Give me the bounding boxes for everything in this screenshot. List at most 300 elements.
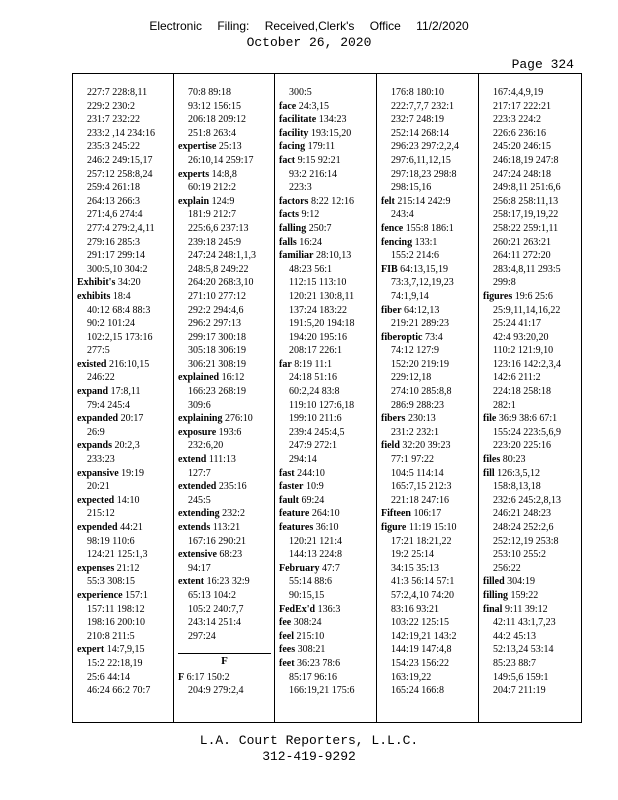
index-term: faster — [279, 481, 304, 493]
index-entry — [77, 290, 173, 304]
index-term: experience — [77, 589, 123, 601]
index-entry — [279, 494, 377, 508]
index-references — [77, 453, 173, 467]
index-references — [483, 494, 582, 508]
index-references — [77, 507, 173, 521]
page-line-refs: 271:10 277:12 — [188, 290, 247, 302]
index-column-2 — [173, 74, 275, 722]
index-term: fault — [279, 494, 299, 506]
page-line-refs: 246:2 249:15,17 — [87, 154, 153, 166]
page-line-refs: 158:8,13,18 — [493, 481, 541, 493]
page-line-refs: 34:20 — [117, 277, 141, 289]
page-line-refs: 297:18,23 298:8 — [391, 168, 457, 180]
page-line-refs: 252:12,19 253:8 — [493, 535, 559, 547]
page-line-refs: 124:21 125:1,3 — [87, 549, 148, 561]
page-line-refs: 297:6,11,12,15 — [391, 154, 451, 166]
index-term: facilitate — [279, 114, 317, 126]
page-line-refs: 208:17 226:1 — [289, 345, 343, 357]
index-term: fencing — [381, 236, 413, 248]
index-references — [381, 127, 479, 141]
page-line-refs: 299:8 — [493, 277, 516, 289]
index-references — [381, 630, 479, 644]
index-references — [483, 439, 582, 453]
index-term: FedEx'd — [279, 603, 316, 615]
index-references — [279, 290, 377, 304]
page-line-refs: 235:3 245:22 — [87, 141, 141, 153]
index-references — [279, 548, 377, 562]
index-references — [381, 494, 479, 508]
index-references — [77, 236, 173, 250]
index-references — [178, 86, 275, 100]
index-term: explained — [178, 372, 220, 384]
index-references — [483, 100, 582, 114]
index-entry — [279, 507, 377, 521]
index-references — [178, 331, 275, 345]
index-references — [381, 317, 479, 331]
index-references — [381, 208, 479, 222]
index-references — [178, 127, 275, 141]
page-line-refs: 223:3 224:2 — [493, 114, 542, 126]
index-references — [178, 263, 275, 277]
index-entry — [279, 521, 377, 535]
index-references — [381, 657, 479, 671]
index-references — [483, 548, 582, 562]
index-term: feel — [279, 630, 294, 642]
index-term: extends — [178, 522, 211, 533]
page-line-refs: 9:15 92:21 — [297, 154, 341, 166]
page-line-refs: 249:8,11 251:6,6 — [493, 182, 561, 194]
index-term: facts — [279, 209, 299, 221]
index-references — [381, 603, 479, 617]
page-line-refs: 20:17 — [120, 413, 144, 425]
page-line-refs: 19:6 25:6 — [514, 290, 553, 302]
page-line-refs: 193:15,20 — [310, 127, 352, 139]
index-entry — [77, 494, 173, 508]
index-references — [381, 181, 479, 195]
index-references — [77, 263, 173, 277]
page-line-refs: 154:23 156:22 — [391, 657, 450, 669]
index-entry — [279, 603, 377, 617]
index-entry — [178, 480, 275, 494]
index-entry — [279, 195, 377, 209]
page-line-refs: 243:14 251:4 — [188, 617, 242, 629]
page-line-refs: 17:21 18:21,22 — [391, 535, 452, 547]
page-line-refs: 25:13 — [218, 141, 242, 153]
page-line-refs: 85:23 88:7 — [493, 657, 537, 669]
index-references — [178, 385, 275, 399]
page-line-refs: 193:6 — [218, 426, 242, 438]
index-column-4 — [376, 74, 479, 722]
page-line-refs: 264:10 — [311, 508, 340, 520]
index-references — [279, 399, 377, 413]
page-line-refs: 264:13 266:3 — [87, 195, 141, 207]
page-line-refs: 102:2,15 173:16 — [87, 331, 153, 343]
page-line-refs: 36:9 38:6 67:1 — [498, 413, 558, 425]
index-entry — [77, 358, 173, 372]
index-term: falls — [279, 236, 297, 248]
index-entry — [279, 358, 377, 372]
index-entry — [178, 453, 275, 467]
index-references — [178, 562, 275, 576]
index-term: fast — [279, 467, 295, 479]
index-term: Fifteen — [381, 508, 411, 520]
index-references — [77, 535, 173, 549]
index-references — [178, 236, 275, 250]
index-entry — [178, 140, 275, 154]
page-line-refs: 73:3,7,12,19,23 — [391, 277, 454, 289]
index-references — [178, 290, 275, 304]
page-line-refs: 24:3,15 — [298, 100, 329, 112]
index-entry — [279, 643, 377, 657]
index-term: fiber — [381, 304, 402, 316]
index-references — [178, 630, 275, 644]
index-references — [483, 208, 582, 222]
index-term: filled — [483, 576, 505, 588]
page-line-refs: 18:4 — [112, 290, 131, 302]
index-references — [381, 168, 479, 182]
index-term: fill — [483, 467, 495, 479]
index-references — [77, 616, 173, 630]
page-line-refs: 229:12,18 — [391, 372, 432, 384]
index-entry — [483, 467, 582, 481]
index-term: factors — [279, 195, 309, 207]
index-references — [178, 439, 275, 453]
page-line-refs: 26:10,14 259:17 — [188, 154, 254, 166]
index-term: explaining — [178, 413, 223, 425]
index-entry — [77, 589, 173, 603]
index-references — [483, 127, 582, 141]
index-references — [483, 358, 582, 372]
page-line-refs: 10:9 — [305, 481, 324, 493]
index-references — [279, 535, 377, 549]
index-references — [178, 603, 275, 617]
index-references — [381, 100, 479, 114]
index-references — [77, 195, 173, 209]
page-line-refs: 15:2 22:18,19 — [87, 657, 143, 669]
page-line-refs: 163:19,22 — [391, 671, 432, 683]
page-line-refs: 276:10 — [224, 413, 253, 425]
page-line-refs: 246:21 248:23 — [493, 508, 552, 520]
index-entry — [77, 643, 173, 657]
index-term: existed — [77, 358, 107, 370]
index-entry — [483, 589, 582, 603]
page-line-refs: 20:2,3 — [114, 440, 140, 452]
index-entry — [381, 331, 479, 345]
index-references — [381, 480, 479, 494]
index-term: facing — [279, 141, 306, 153]
page-line-refs: 271:4,6 274:4 — [87, 209, 143, 221]
page-line-refs: 279:16 285:3 — [87, 236, 141, 248]
index-entry — [279, 208, 377, 222]
index-references — [178, 589, 275, 603]
page-line-refs: 64:12,13 — [404, 304, 440, 316]
index-term: feature — [279, 508, 310, 520]
index-entry — [178, 371, 275, 385]
page-line-refs: 134:23 — [318, 114, 347, 126]
page-line-refs: 112:15 113:10 — [289, 277, 347, 289]
page-line-refs: 166:19,21 175:6 — [289, 685, 355, 697]
index-term: expands — [77, 440, 113, 452]
page-line-refs: 25:9,11,14,16,22 — [493, 304, 561, 316]
page-line-refs: 231:7 232:22 — [87, 114, 141, 126]
index-references — [77, 140, 173, 154]
page-line-refs: 34:15 35:13 — [391, 562, 440, 574]
index-references — [381, 113, 479, 127]
index-entry — [381, 304, 479, 318]
page-line-refs: 77:1 97:22 — [391, 454, 435, 466]
page-line-refs: 286:9 288:23 — [391, 399, 445, 411]
index-references — [77, 317, 173, 331]
page-line-refs: 297:24 — [188, 630, 216, 642]
index-term: exhibits — [77, 290, 111, 302]
page-line-refs: 144:13 224:8 — [289, 549, 343, 561]
page-line-refs: 194:20 195:16 — [289, 331, 348, 343]
page-line-refs: 300:5,10 304:2 — [87, 263, 148, 275]
index-entry — [279, 100, 377, 114]
page-line-refs: 304:19 — [507, 576, 535, 588]
page-line-refs: 19:2 25:14 — [391, 549, 435, 561]
page-line-refs: 227:7 228:8,11 — [87, 87, 148, 98]
index-term: extensive — [178, 549, 217, 561]
page-line-refs: 52:13,24 53:14 — [493, 644, 554, 656]
page-line-refs: 123:16 142:2,3,4 — [493, 358, 562, 370]
index-references — [178, 535, 275, 549]
index-references — [77, 671, 173, 685]
page-line-refs: 247:24 248:18 — [493, 168, 552, 180]
page-line-refs: 36:10 — [315, 522, 339, 533]
index-entry — [381, 222, 479, 236]
page-line-refs: 47:7 — [322, 562, 340, 574]
page-line-refs: 235:16 — [218, 481, 247, 493]
index-entry — [279, 127, 377, 141]
index-entry — [178, 671, 275, 685]
page-line-refs: 57:2,4,10 74:20 — [391, 589, 455, 601]
index-entry — [77, 467, 173, 481]
page-line-refs: 104:5 114:14 — [391, 467, 444, 479]
index-references — [483, 657, 582, 671]
index-term: felt — [381, 195, 395, 207]
page-line-refs: 74:1,9,14 — [391, 290, 429, 302]
index-references — [483, 236, 582, 250]
index-references — [483, 276, 582, 290]
index-references — [178, 222, 275, 236]
index-references — [178, 684, 275, 698]
index-references — [77, 684, 173, 698]
page-line-refs: 8:22 12:16 — [310, 195, 354, 207]
page-line-refs: 225:6,6 237:13 — [188, 222, 249, 234]
index-entry — [279, 480, 377, 494]
page-line-refs: 9:11 39:12 — [504, 603, 548, 615]
page-line-refs: 28:10,13 — [315, 250, 352, 262]
index-references — [77, 575, 173, 589]
index-references — [483, 630, 582, 644]
index-term: extent — [178, 576, 205, 588]
index-term: Exhibit's — [77, 277, 116, 289]
index-term: explain — [178, 195, 210, 207]
index-references — [178, 399, 275, 413]
page-line-refs: 155:2 214:6 — [391, 250, 440, 262]
index-entry — [483, 412, 582, 426]
index-entry — [279, 562, 377, 576]
page-line-refs: 68:23 — [219, 549, 243, 561]
page-line-refs: 206:18 209:12 — [188, 114, 247, 126]
index-references — [483, 331, 582, 345]
page-line-refs: 256:22 — [493, 562, 521, 574]
page-line-refs: 142:19,21 143:2 — [391, 630, 457, 642]
index-references — [77, 222, 173, 236]
index-references — [483, 671, 582, 685]
index-references — [381, 535, 479, 549]
page-line-refs: 191:5,20 194:18 — [289, 318, 355, 330]
page-line-refs: 296:23 297:2,2,4 — [391, 141, 460, 153]
index-term: feet — [279, 657, 295, 669]
page-line-refs: 167:4,4,9,19 — [493, 87, 544, 98]
page-line-refs: 229:2 230:2 — [87, 100, 136, 112]
index-references — [279, 426, 377, 440]
page-line-refs: 198:16 200:10 — [87, 617, 146, 629]
index-references — [381, 562, 479, 576]
index-references — [483, 643, 582, 657]
index-term: facility — [279, 127, 309, 139]
index-references — [279, 589, 377, 603]
index-references — [279, 371, 377, 385]
transcript-date: October 26, 2020 — [246, 35, 372, 50]
page-line-refs: 14:8,8 — [211, 168, 237, 180]
index-references — [483, 399, 582, 413]
index-references — [77, 100, 173, 114]
index-references — [279, 412, 377, 426]
page-line-refs: 9:12 — [301, 209, 320, 221]
index-entry — [77, 412, 173, 426]
index-term: fees — [279, 644, 296, 656]
header-received: Received,Clerk's — [264, 19, 355, 33]
page-line-refs: 93:2 216:14 — [289, 168, 338, 180]
index-term: expenses — [77, 562, 115, 574]
page-line-refs: 48:23 56:1 — [289, 263, 333, 275]
index-entry — [178, 412, 275, 426]
page-line-refs: 309:6 — [188, 399, 211, 411]
page-line-refs: 70:8 89:18 — [188, 87, 232, 98]
page-line-refs: 126:3,5,12 — [497, 467, 540, 479]
index-references — [77, 399, 173, 413]
index-references — [77, 371, 173, 385]
page-line-refs: 217:17 222:21 — [493, 100, 552, 112]
section-letter-f: F — [178, 653, 271, 667]
page-line-refs: 283:4,8,11 293:5 — [493, 263, 561, 275]
page-line-refs: 176:8 180:10 — [391, 87, 445, 98]
index-references — [77, 344, 173, 358]
page-line-refs: 106:17 — [413, 508, 442, 520]
page-line-refs: 40:12 68:4 88:3 — [87, 304, 151, 316]
page-line-refs: 42:4 93:20,20 — [493, 331, 549, 343]
index-entry — [279, 657, 377, 671]
page-line-refs: 69:24 — [301, 494, 325, 506]
index-references — [483, 507, 582, 521]
page-line-refs: 298:15,16 — [391, 182, 432, 194]
index-entry — [178, 426, 275, 440]
page-line-refs: 111:13 — [208, 454, 236, 466]
page-line-refs: 20:21 — [87, 481, 110, 493]
page-line-refs: 113:21 — [212, 522, 241, 533]
index-term: experts — [178, 168, 210, 180]
index-references — [178, 113, 275, 127]
index-references — [178, 249, 275, 263]
index-references — [483, 249, 582, 263]
page-line-refs: 19:19 — [121, 467, 144, 479]
page-line-refs: 291:17 299:14 — [87, 250, 146, 262]
index-references — [381, 276, 479, 290]
index-references — [279, 317, 377, 331]
page-line-refs: 252:14 268:14 — [391, 127, 450, 139]
page-line-refs: 223:20 225:16 — [493, 440, 552, 452]
page-line-refs: 244:10 — [297, 467, 325, 479]
index-entry — [483, 290, 582, 304]
index-entry — [178, 548, 275, 562]
page-line-refs: 133:1 — [414, 236, 438, 248]
word-index-table — [72, 73, 582, 723]
index-references — [77, 208, 173, 222]
index-entry — [279, 154, 377, 168]
index-term: fee — [279, 617, 292, 629]
page-line-refs: 44:21 — [120, 522, 143, 533]
index-entry — [77, 562, 173, 576]
page-line-refs: 165:7,15 212:3 — [391, 481, 452, 493]
page-line-refs: 253:10 255:2 — [493, 549, 547, 561]
page-line-refs: 74:12 127:9 — [391, 345, 440, 357]
page-line-refs: 222:7,7,7 232:1 — [391, 100, 455, 112]
page-line-refs: 239:4 245:4,5 — [289, 426, 345, 438]
page-line-refs: 16:23 32:9 — [206, 576, 250, 588]
index-references — [381, 399, 479, 413]
index-references — [483, 86, 582, 100]
index-references — [279, 575, 377, 589]
index-references — [178, 317, 275, 331]
page-line-refs: 25:6 44:14 — [87, 671, 131, 683]
page-line-refs: 248:5,8 249:22 — [188, 263, 249, 275]
page-line-refs: 232:7 248:19 — [391, 114, 445, 126]
page-line-refs: 248:24 252:2,6 — [493, 522, 554, 533]
page-line-refs: 110:2 121:9,10 — [493, 345, 554, 357]
page-line-refs: 277:4 279:2,4,11 — [87, 222, 155, 234]
page-line-refs: 204:7 211:19 — [493, 685, 546, 697]
index-references — [381, 154, 479, 168]
index-references — [483, 344, 582, 358]
page-line-refs: 219:21 289:23 — [391, 318, 450, 330]
index-entry — [279, 616, 377, 630]
index-references — [483, 371, 582, 385]
index-references — [178, 358, 275, 372]
index-references — [483, 113, 582, 127]
index-references — [77, 630, 173, 644]
index-references — [483, 562, 582, 576]
index-column-3 — [274, 74, 377, 722]
index-entry — [178, 168, 275, 182]
page-line-refs: 246:18,19 247:8 — [493, 154, 559, 166]
page-line-refs: 264:20 268:3,10 — [188, 277, 254, 289]
index-references — [381, 371, 479, 385]
index-references — [483, 154, 582, 168]
page-line-refs: 166:23 268:19 — [188, 386, 247, 398]
page-line-refs: 55:14 88:6 — [289, 576, 333, 588]
index-references — [381, 575, 479, 589]
index-references — [178, 100, 275, 114]
page-line-refs: 159:22 — [510, 589, 539, 601]
index-references — [483, 616, 582, 630]
index-references — [77, 657, 173, 671]
page-line-refs: 144:19 147:4,8 — [391, 644, 452, 656]
index-entry — [279, 630, 377, 644]
index-entry — [279, 113, 377, 127]
